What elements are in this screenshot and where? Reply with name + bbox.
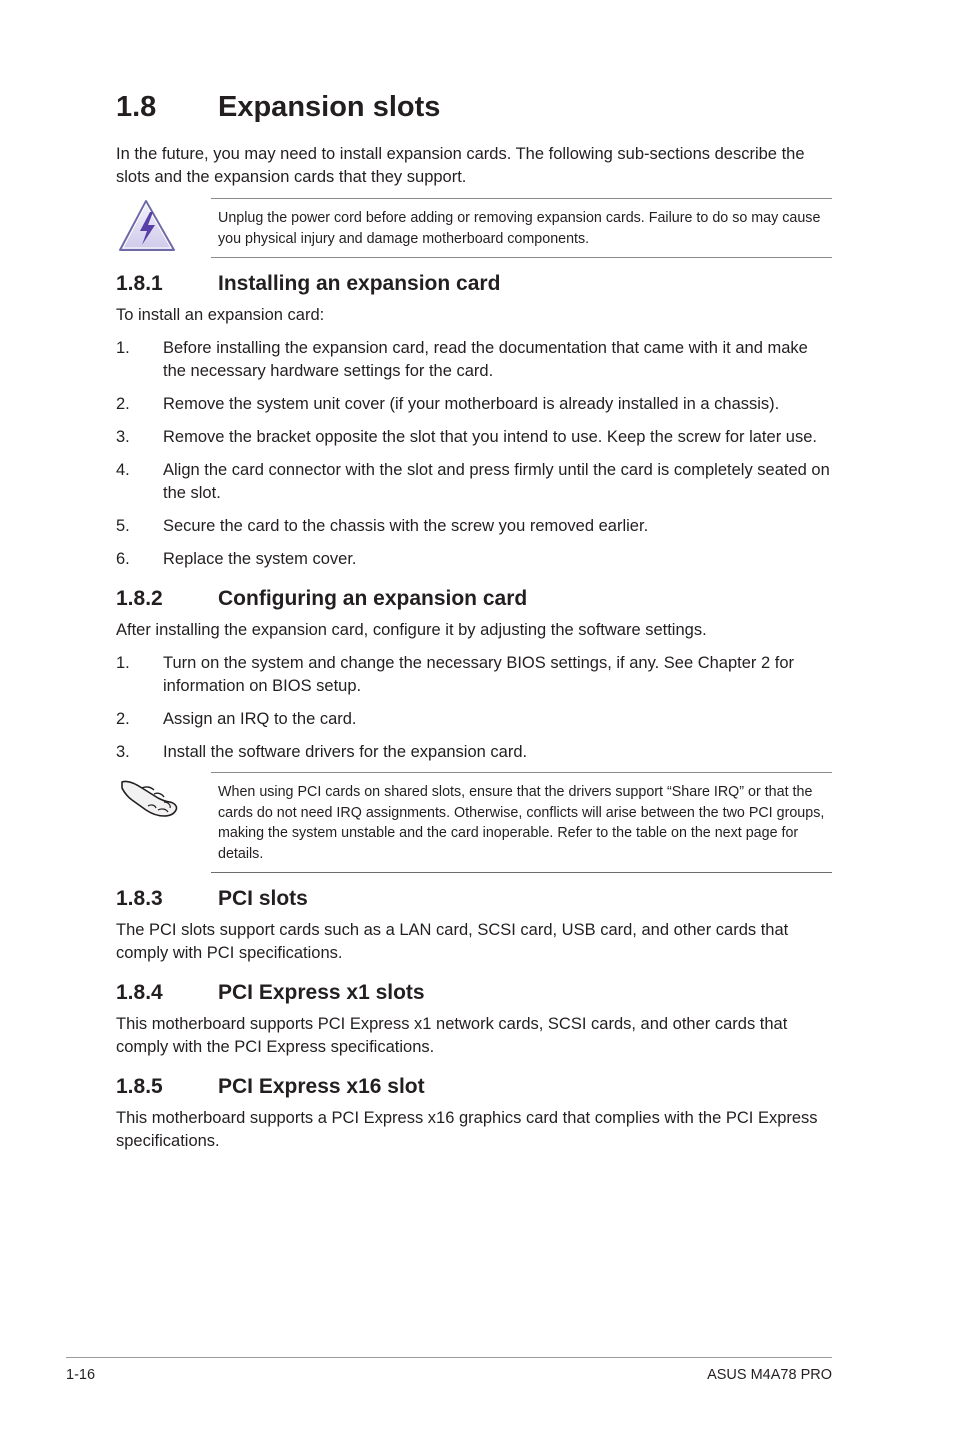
section-title: PCI slots (218, 887, 308, 910)
page-title (116, 88, 832, 126)
step-text: Before installing the expansion card, read the documentation that came with it and make the necessary hardware settings for the card. (163, 339, 808, 380)
step-number: 4. (116, 461, 130, 479)
step-number: 2. (116, 395, 130, 413)
list-item (116, 426, 832, 449)
page-content (116, 88, 832, 1153)
install-steps-list (116, 337, 832, 571)
section-title: Installing an expansion card (218, 272, 501, 295)
step-text: Remove the bracket opposite the slot that you intend to use. Keep the screw for later use. (163, 428, 817, 446)
section-body: This motherboard supports a PCI Express x16 graphics card that complies with the PCI Express specifications. (116, 1109, 818, 1150)
section-number: 1.8.3 (116, 887, 163, 910)
section-body: This motherboard supports PCI Express x1 network cards, SCSI cards, and other cards that comply with the PCI Express specifications. (116, 1015, 788, 1056)
pointing-hand-icon (118, 772, 178, 828)
section-number: 1.8.1 (116, 272, 163, 295)
step-number: 6. (116, 550, 130, 568)
section-heading-1-8-2 (116, 585, 832, 613)
step-number: 2. (116, 710, 130, 728)
step-number: 5. (116, 517, 130, 535)
section-number: 1.8.2 (116, 587, 163, 610)
page-title-text: Expansion slots (218, 91, 441, 123)
step-text: Install the software drivers for the expansion card. (163, 743, 528, 761)
section-lead: To install an expansion card: (116, 306, 325, 324)
section-lead: After installing the expansion card, configure it by adjusting the software settings. (116, 621, 707, 639)
list-item (116, 652, 832, 698)
list-item (116, 459, 832, 505)
section-heading-1-8-5 (116, 1073, 832, 1101)
section-heading-1-8-4 (116, 979, 832, 1007)
step-text: Secure the card to the chassis with the screw you removed earlier. (163, 517, 649, 535)
note-text: When using PCI cards on shared slots, ensure that the drivers support “Share IRQ” or that the cards do not need IRQ assignments. Otherwise, conflicts will arise between the two PCI groups, making the system unstable and the card inoperable. Refer to the table on the next page for details. (211, 772, 832, 873)
list-item (116, 741, 832, 764)
section-number: 1.8.4 (116, 981, 163, 1004)
section-body: The PCI slots support cards such as a LAN card, SCSI card, USB card, and other cards that comply with PCI specifications. (116, 921, 789, 962)
product-name: ASUS M4A78 PRO (707, 1367, 832, 1383)
section-title: PCI Express x16 slot (218, 1075, 425, 1098)
step-number: 3. (116, 428, 130, 446)
warning-notice (116, 198, 832, 258)
step-number: 3. (116, 743, 130, 761)
configure-steps-list (116, 652, 832, 764)
step-text: Turn on the system and change the necessary BIOS settings, if any. See Chapter 2 for information on BIOS setup. (163, 654, 795, 695)
section-title: Configuring an expansion card (218, 587, 528, 610)
list-item (116, 708, 832, 731)
list-item (116, 548, 832, 571)
step-text: Remove the system unit cover (if your motherboard is already installed in a chassis). (163, 395, 780, 413)
warning-triangle-icon (118, 198, 178, 254)
step-text: Replace the system cover. (163, 550, 357, 568)
list-item (116, 337, 832, 383)
page-footer (66, 1357, 832, 1385)
step-text: Assign an IRQ to the card. (163, 710, 357, 728)
warning-text: Unplug the power cord before adding or removing expansion cards. Failure to do so may cause you physical injury and damage motherboard components. (211, 198, 832, 258)
list-item (116, 515, 832, 538)
intro-paragraph: In the future, you may need to install expansion cards. The following sub-sections describe the slots and the expansion cards that they support. (116, 145, 805, 186)
page-title-number: 1.8 (116, 91, 157, 123)
list-item (116, 393, 832, 416)
section-heading-1-8-3 (116, 885, 832, 913)
step-number: 1. (116, 654, 130, 672)
page-number: 1-16 (66, 1367, 96, 1383)
section-title: PCI Express x1 slots (218, 981, 425, 1004)
step-text: Align the card connector with the slot and press firmly until the card is completely seated on the slot. (163, 461, 830, 502)
step-number: 1. (116, 339, 130, 357)
note-notice (116, 772, 832, 873)
section-heading-1-8-1 (116, 270, 832, 298)
section-number: 1.8.5 (116, 1075, 163, 1098)
